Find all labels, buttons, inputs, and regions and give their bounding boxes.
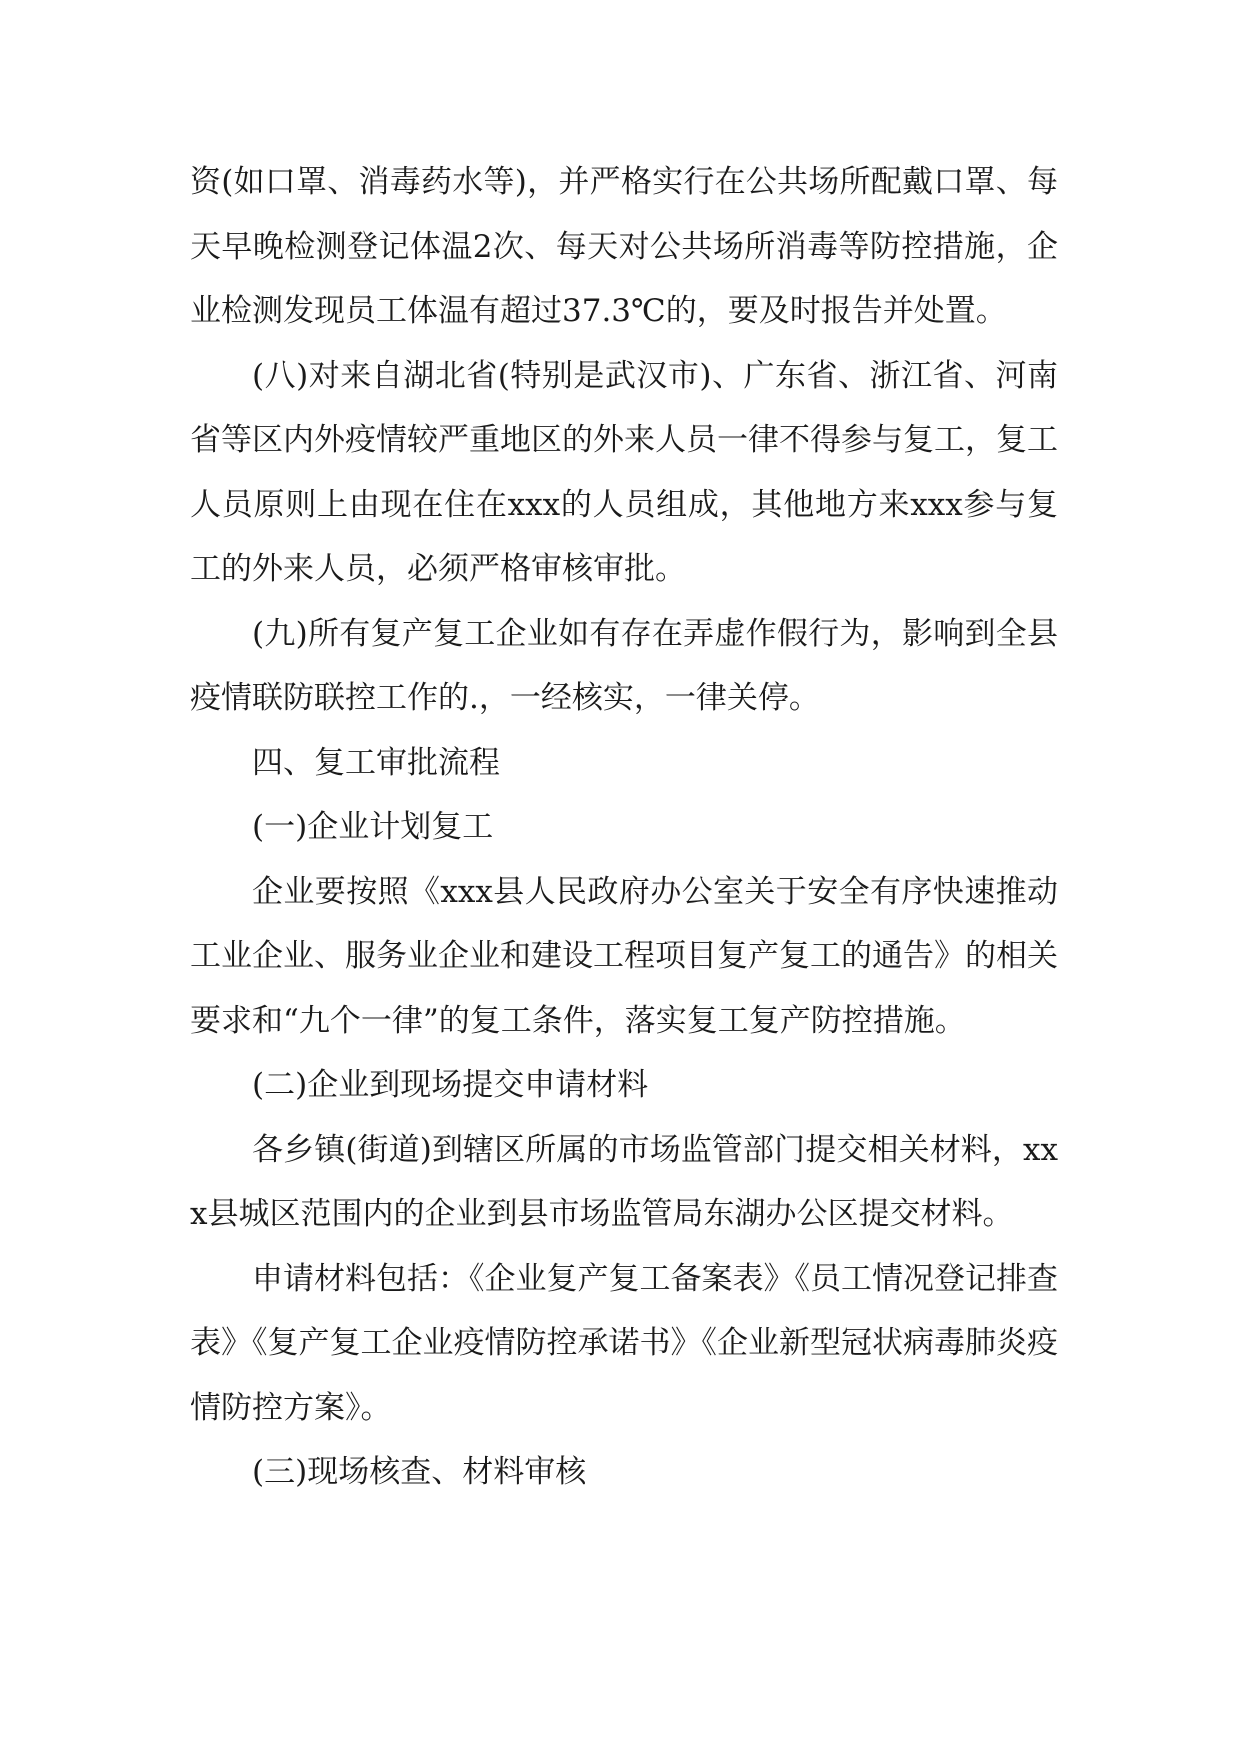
paragraph-continuation: 资(如口罩、消毒药水等)，并严格实行在公共场所配戴口罩、每天早晚检测登记体温2次、每天对公共场所消毒等防控措施，企业检测发现员工体温有超过37.3℃的，要及时报告并处置。 (190, 164, 1058, 329)
paragraph-materials-list: 申请材料包括：《企业复产复工备案表》《员工情况登记排查表》《复产复工企业疫情防控承诺书》《企业新型冠状病毒肺炎疫情防控方案》。 (190, 1260, 1058, 1426)
paragraph-submit-materials: 各乡镇(街道)到辖区所属的市场监管部门提交相关材料，xxx县城区范围内的企业到县市场监管局东湖办公区提交材料。 (190, 1131, 1058, 1232)
paragraph-plan-resumption: 企业要按照《xxx县人民政府办公室关于安全有序快速推动工业企业、服务业企业和建设工程项目复产复工的通告》的相关要求和“九个一律”的复工条件，落实复工复产防控措施。 (190, 873, 1058, 1039)
paragraph-item-8: (八)对来自湖北省(特别是武汉市)、广东省、浙江省、河南省等区内外疫情较严重地区的外来人员一律不得参与复工，复工人员原则上由现在住在xxx的人员组成，其他地方来xxx参与复工的外来人员，必须严格审核审批。 (190, 357, 1058, 587)
subheading-2: (二)企业到现场提交申请材料 (252, 1067, 649, 1103)
subheading-3: (三)现场核查、材料审核 (252, 1454, 587, 1490)
section-heading-4: 四、复工审批流程 (252, 744, 500, 781)
subheading-1: (一)企业计划复工 (252, 809, 494, 845)
paragraph-item-9: (九)所有复产复工企业如有存在弄虚作假行为，影响到全县疫情联防联控工作的.，一经核实，一律关停。 (190, 615, 1058, 716)
document-body (190, 150, 1058, 1505)
